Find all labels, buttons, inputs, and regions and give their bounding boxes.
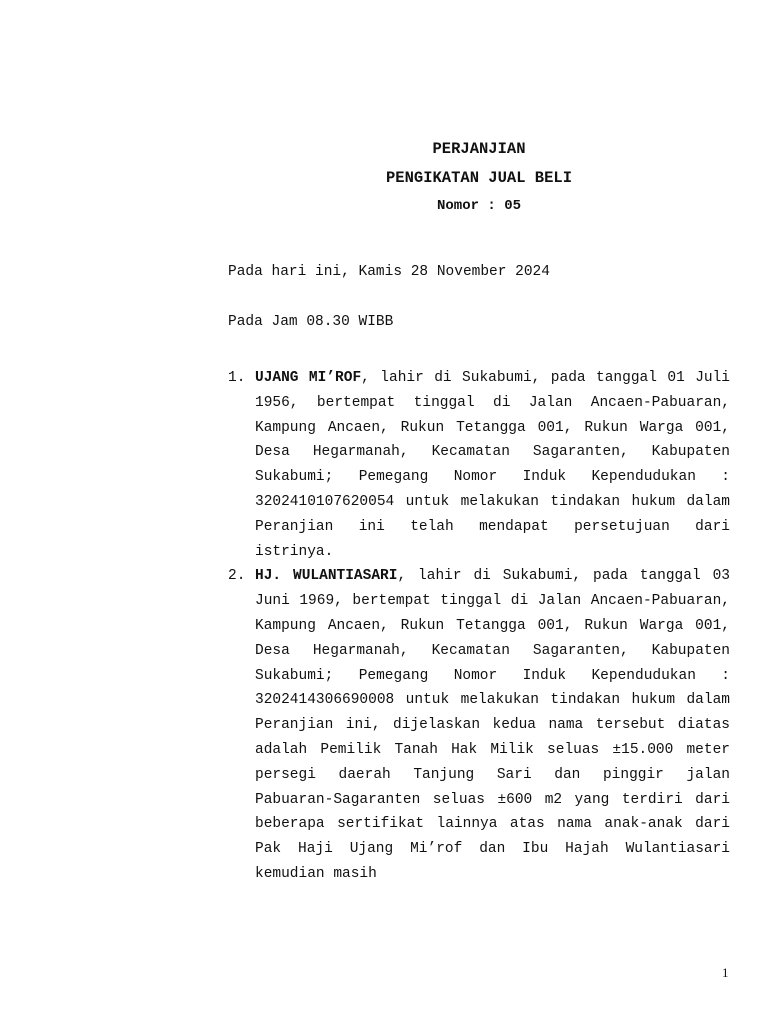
party-item-1 bbox=[228, 366, 730, 564]
party-number: 1. bbox=[228, 370, 246, 386]
party-description: , lahir di Sukabumi, pada tanggal 01 Juli 1956, bertempat tinggal di Jalan Ancaen-Pabuaran, Kampung Ancaen, Rukun Tetangga 001, Rukun Warga 001, Desa Hegarmanah, Kecamatan Sagaranten, Kabupaten Sukabumi; Pemegang Nomor Induk Kependudukan : 3202410107620054 untuk melakukan tindakan hukum dalam Peranjian ini telah mendapat persetujuan dari istrinya. bbox=[255, 370, 731, 560]
parties-list bbox=[228, 366, 730, 887]
party-description: , lahir di Sukabumi, pada tanggal 03 Juni 1969, bertempat tinggal di Jalan Ancaen-Pabuaran, Kampung Ancaen, Rukun Tetangga 001, Rukun Warga 001, Desa Hegarmanah, Kecamatan Sagaranten, Kabupaten Sukabumi; Pemegang Nomor Induk Kependudukan : 3202414306690008 untuk melakukan tindakan hukum dalam Peranjian ini, dijelaskan kedua nama tersebut diatas adalah Pemilik Tanah Hak Milik seluas ±15.000 meter persegi daerah Tanjung Sari dan pinggir jalan Pabuaran-Sagaranten seluas ±600 m2 yang terdiri dari beberapa sertifikat lainnya atas nama anak-anak dari Pak Haji Ujang Mi’rof dan Ibu Hajah Wulantiasari kemudian masih bbox=[255, 568, 730, 882]
page-number: 1 bbox=[722, 965, 729, 980]
party-name: UJANG MI’ROF bbox=[255, 370, 362, 386]
document-subtitle: PENGIKATAN JUAL BELI bbox=[385, 169, 573, 187]
party-number: 2. bbox=[228, 568, 246, 585]
document-title: PERJANJIAN bbox=[432, 140, 526, 158]
party-item-2 bbox=[228, 564, 730, 886]
party-name: HJ. WULANTIASARI bbox=[255, 568, 398, 585]
time-line: Pada Jam 08.30 WIBB bbox=[228, 314, 394, 330]
document-number: Nomor : 05 bbox=[436, 198, 521, 214]
date-line: Pada hari ini, Kamis 28 November 2024 bbox=[228, 264, 550, 280]
